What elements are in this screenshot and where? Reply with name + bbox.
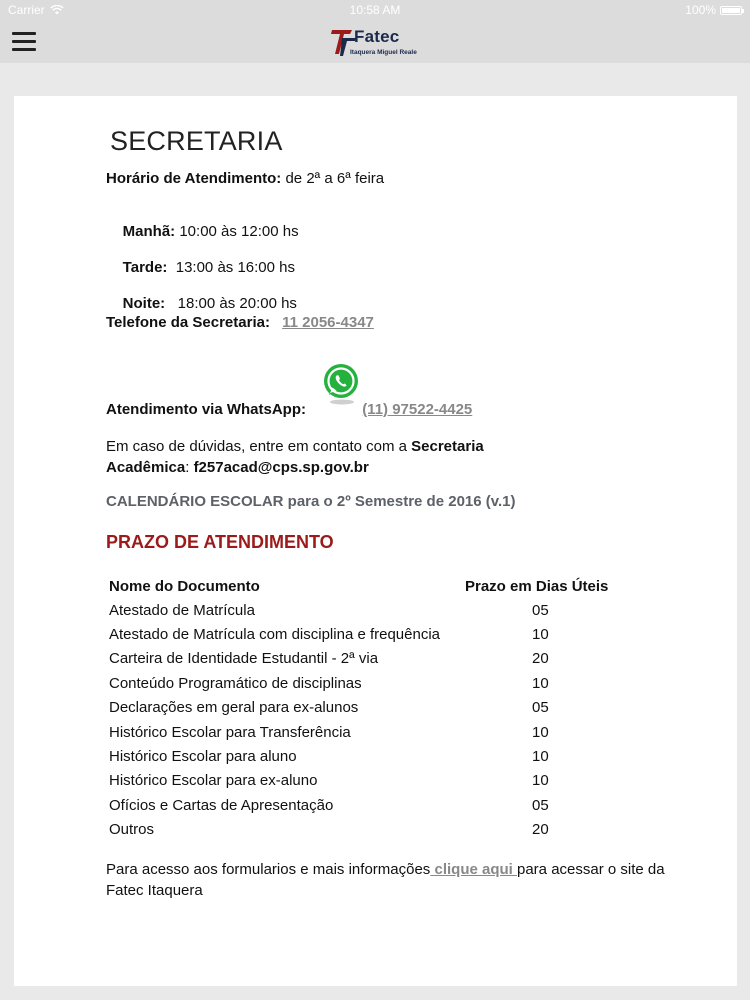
deadline-days-cell: 05 (532, 699, 549, 717)
deadline-days-cell: 20 (532, 821, 549, 839)
logo-subtitle: Itaquera Miguel Reale (350, 49, 417, 56)
table-row (106, 622, 635, 646)
carrier-label: Carrier (8, 3, 45, 17)
document-name-cell: Atestado de Matrícula (109, 601, 255, 619)
footer-text-end: para acessar o site da Fatec Itaquera (106, 861, 665, 899)
contact-paragraph (106, 436, 666, 478)
phone-link[interactable]: 11 2056-4347 (282, 314, 374, 331)
table-row (106, 647, 635, 671)
status-bar (0, 0, 750, 20)
footer-text: Para acesso aos formularios e mais informações (106, 861, 431, 878)
morning-label: Manhã: (122, 223, 176, 240)
whatsapp-icon[interactable] (320, 362, 362, 406)
table-header-row (106, 574, 635, 598)
afternoon-value: 13:00 às 16:00 hs (167, 259, 296, 276)
table-header-document: Nome do Documento (109, 577, 260, 595)
phone-line (106, 314, 374, 331)
document-name-cell: Carteira de Identidade Estudantil - 2ª via (109, 650, 379, 668)
battery-icon (720, 6, 742, 15)
table-row (106, 818, 635, 842)
morning-value: 10:00 às 12:00 hs (175, 223, 299, 240)
table-row (106, 720, 635, 744)
hours-label: Horário de Atendimento: (106, 170, 282, 187)
deadline-days-cell: 10 (532, 723, 549, 741)
contact-colon: : (185, 459, 194, 476)
fatec-logo[interactable] (330, 24, 426, 60)
night-value: 18:00 às 20:00 hs (165, 295, 297, 312)
logo-name: Fatec (354, 27, 400, 46)
footer-paragraph (106, 859, 666, 901)
table-row (106, 598, 635, 622)
phone-label: Telefone da Secretaria: (106, 314, 270, 331)
battery-percent: 100% (685, 3, 716, 17)
deadline-days-cell: 05 (532, 796, 549, 814)
night-label: Noite: (122, 295, 166, 312)
nav-bar (0, 20, 750, 63)
hamburger-menu-icon[interactable] (12, 32, 36, 51)
afternoon-label: Tarde: (122, 259, 168, 276)
deadline-days-cell: 10 (532, 748, 549, 766)
hours-line (106, 170, 384, 187)
content-card (14, 96, 737, 986)
page-title: SECRETARIA (110, 126, 283, 156)
deadline-days-cell: 20 (532, 650, 549, 668)
table-row (106, 769, 635, 793)
deadline-days-cell: 10 (532, 772, 549, 790)
document-name-cell: Atestado de Matrícula com disciplina e frequência (109, 626, 441, 644)
battery-indicator (685, 3, 742, 17)
table-row (106, 671, 635, 695)
whatsapp-label: Atendimento via WhatsApp: (106, 401, 307, 418)
whatsapp-link[interactable]: (11) 97522-4425 (362, 401, 473, 418)
deadline-days-cell: 05 (532, 601, 549, 619)
document-name-cell: Histórico Escolar para ex-aluno (109, 772, 318, 790)
hours-value: de 2ª a 6ª feira (281, 170, 385, 187)
clock: 10:58 AM (349, 3, 401, 17)
deadline-table (106, 574, 635, 842)
contact-email[interactable]: f257acad@cps.sp.gov.br (193, 459, 369, 476)
deadline-days-cell: 10 (532, 626, 549, 644)
document-name-cell: Ofícios e Cartas de Apresentação (109, 796, 334, 814)
table-row (106, 744, 635, 768)
calendar-link[interactable]: CALENDÁRIO ESCOLAR para o 2º Semestre de 2016 (v.1) (106, 493, 516, 510)
deadline-section-title: PRAZO DE ATENDIMENTO (106, 532, 334, 552)
document-name-cell: Declarações em geral para ex-alunos (109, 699, 359, 717)
document-name-cell: Histórico Escolar para Transferência (109, 723, 351, 741)
contact-text: Em caso de dúvidas, entre em contato com a (106, 438, 412, 455)
whatsapp-line (106, 401, 472, 418)
table-header-days: Prazo em Dias Úteis (465, 577, 609, 595)
deadline-days-cell: 10 (532, 674, 549, 692)
table-row (106, 793, 635, 817)
footer-link[interactable]: clique aqui (430, 861, 517, 878)
document-name-cell: Conteúdo Programático de disciplinas (109, 674, 362, 692)
contact-secretaria: Secretaria (411, 438, 484, 455)
document-name-cell: Outros (109, 821, 155, 839)
contact-academica: Acadêmica (106, 459, 186, 476)
table-row (106, 696, 635, 720)
document-name-cell: Histórico Escolar para aluno (109, 748, 297, 766)
